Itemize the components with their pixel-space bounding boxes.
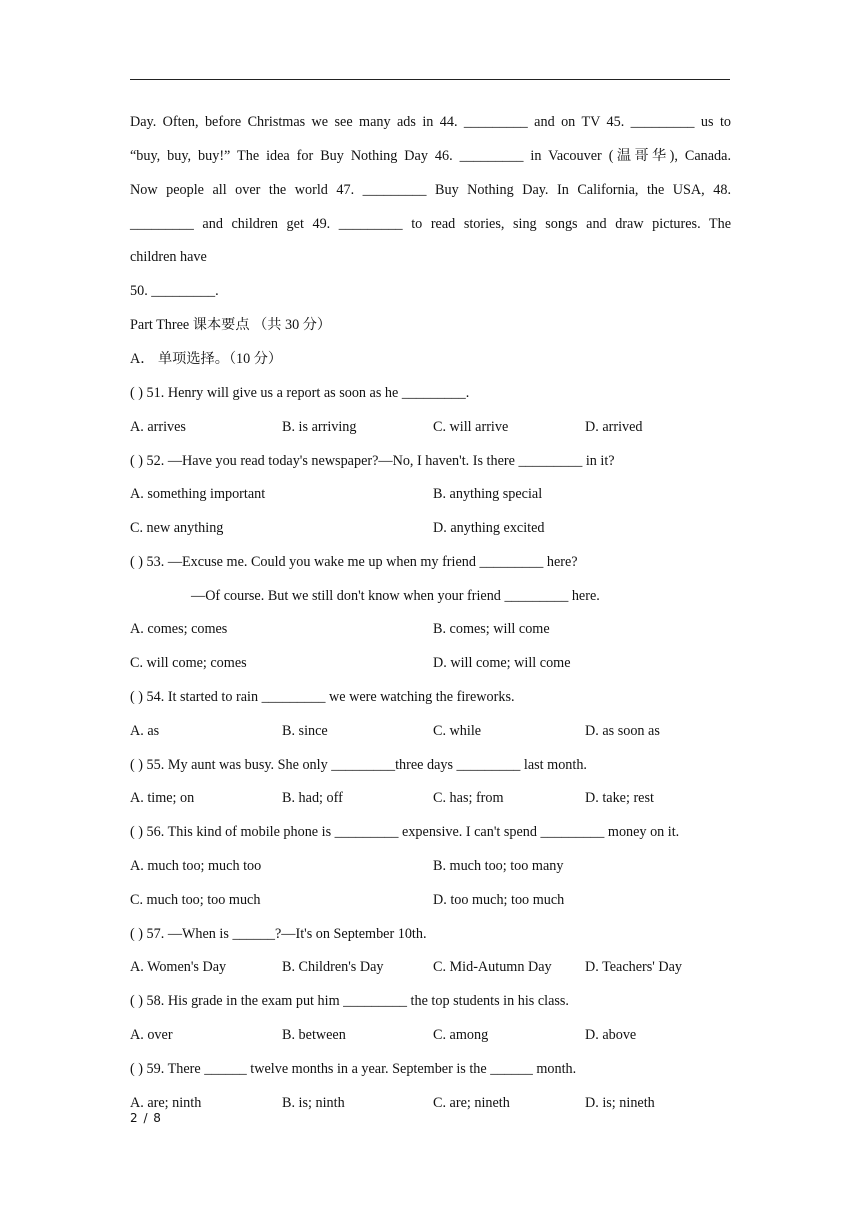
option-b: B. much too; too many <box>433 858 564 874</box>
option-c: C. will arrive <box>433 419 509 435</box>
part-three-title: Part Three 课本要点 （共 30 分） <box>130 317 332 333</box>
passage-line: Day. Often, before Christmas we see many ads in 44. _________ and on TV 45. _________ us to <box>130 114 731 130</box>
question-stem: ( ) 55. My aunt was busy. She only _________three days _________ last month. <box>130 757 587 773</box>
passage-line: children have <box>130 249 207 265</box>
option-b: B. Children's Day <box>282 959 384 975</box>
question-stem: ( ) 52. —Have you read today's newspaper?—No, I haven't. Is there _________ in it? <box>130 453 615 469</box>
option-d: D. will come; will come <box>433 655 571 671</box>
option-b: B. between <box>282 1027 346 1043</box>
option-d: D. anything excited <box>433 520 545 536</box>
passage-line: 50. _________. <box>130 283 219 299</box>
option-b: B. anything special <box>433 486 543 502</box>
question-stem: ( ) 57. —When is ______?—It's on September 10th. <box>130 926 427 942</box>
question-stem: ( ) 58. His grade in the exam put him _________ the top students in his class. <box>130 993 569 1009</box>
option-d: D. Teachers' Day <box>585 959 683 975</box>
option-d: D. too much; too much <box>433 892 565 908</box>
option-d: D. above <box>585 1027 637 1043</box>
question-stem: ( ) 56. This kind of mobile phone is _________ expensive. I can't spend _________ money on it. <box>130 824 680 840</box>
section-a-title: A． 单项选择。（10 分） <box>130 351 283 367</box>
option-c: C. much too; too much <box>130 892 261 908</box>
page-number: 2 / 8 <box>130 1111 162 1125</box>
option-c: C. has; from <box>433 790 504 806</box>
option-a: A. over <box>130 1027 173 1043</box>
question-stem: ( ) 53. —Excuse me. Could you wake me up when my friend _________ here? <box>130 554 578 570</box>
option-d: D. take; rest <box>585 790 654 806</box>
question-stem-reply: —Of course. But we still don't know when your friend _________ here. <box>191 588 600 604</box>
option-a: A. Women's Day <box>130 959 227 975</box>
option-c: C. Mid-Autumn Day <box>433 959 552 975</box>
option-c: C. will come; comes <box>130 655 247 671</box>
passage-line: _________ and children get 49. _________ to read stories, sing songs and draw pictures. The <box>130 216 731 232</box>
passage-line: “buy, buy, buy!” The idea for Buy Nothing Day 46. _________ in Vacouver (温哥华), Canada. <box>130 148 731 164</box>
option-c: C. new anything <box>130 520 224 536</box>
option-a: A. as <box>130 723 160 739</box>
option-b: B. is; ninth <box>282 1095 345 1111</box>
option-b: B. had; off <box>282 790 343 806</box>
option-c: C. among <box>433 1027 489 1043</box>
option-a: A. much too; much too <box>130 858 262 874</box>
option-c: C. are; nineth <box>433 1095 510 1111</box>
option-d: D. is; nineth <box>585 1095 655 1111</box>
option-c: C. while <box>433 723 482 739</box>
option-a: A. time; on <box>130 790 195 806</box>
option-d: D. as soon as <box>585 723 660 739</box>
question-stem: ( ) 59. There ______ twelve months in a year. September is the ______ month. <box>130 1061 577 1077</box>
passage-line: Now people all over the world 47. _________ Buy Nothing Day. In California, the USA, 48. <box>130 182 731 198</box>
option-b: B. is arriving <box>282 419 357 435</box>
option-a: A. arrives <box>130 419 186 435</box>
option-a: A. something important <box>130 486 266 502</box>
option-a: A. are; ninth <box>130 1095 202 1111</box>
header-rule <box>130 79 730 80</box>
option-b: B. comes; will come <box>433 621 550 637</box>
question-stem: ( ) 54. It started to rain _________ we were watching the fireworks. <box>130 689 515 705</box>
question-stem: ( ) 51. Henry will give us a report as soon as he _________. <box>130 385 470 401</box>
option-d: D. arrived <box>585 419 643 435</box>
option-b: B. since <box>282 723 328 739</box>
option-a: A. comes; comes <box>130 621 228 637</box>
